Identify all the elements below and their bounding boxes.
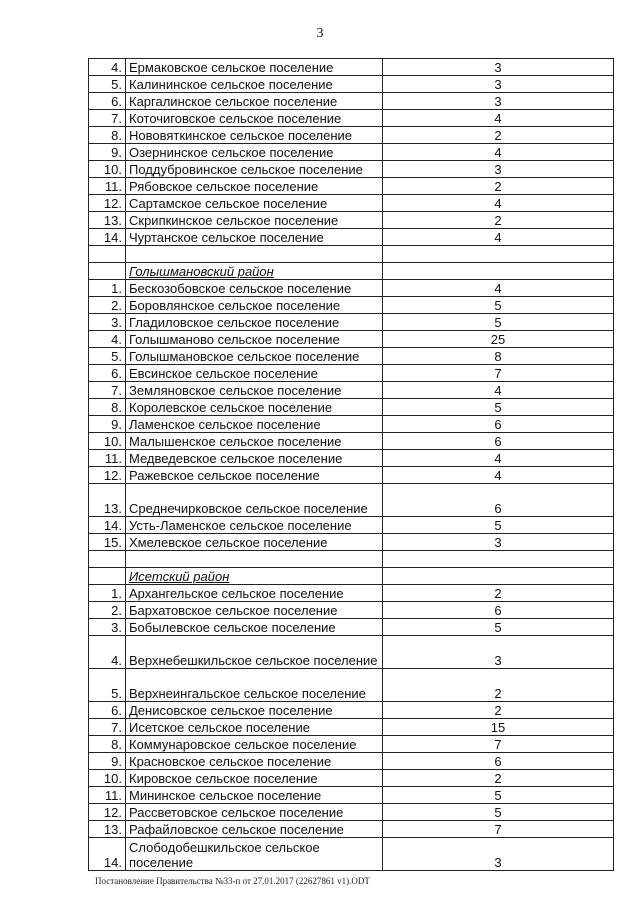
row-number: 2. (89, 297, 126, 314)
row-number: 13. (89, 212, 126, 229)
settlement-count: 2 (383, 212, 614, 229)
settlement-name: Ражевское сельское поселение (126, 467, 383, 484)
table-row (89, 702, 614, 719)
settlement-name: Рябовское сельское поселение (126, 178, 383, 195)
table-row (89, 314, 614, 331)
table-row (89, 229, 614, 246)
settlement-name: Бархатовское сельское поселение (126, 602, 383, 619)
settlement-name: Ермаковское сельское поселение (126, 59, 383, 76)
settlement-name: Боровлянское сельское поселение (126, 297, 383, 314)
row-number: 11. (89, 178, 126, 195)
table-row (89, 399, 614, 416)
table-row (89, 59, 614, 76)
settlement-count: 6 (383, 753, 614, 770)
table-row (89, 382, 614, 399)
row-number: 4. (89, 636, 126, 669)
row-number: 12. (89, 804, 126, 821)
settlement-name: Коточиговское сельское поселение (126, 110, 383, 127)
table-row (89, 127, 614, 144)
settlement-name: Верхнеингальское сельское поселение (126, 669, 383, 702)
settlement-name: Нововяткинское сельское поселение (126, 127, 383, 144)
row-number: 1. (89, 585, 126, 602)
table-row (89, 450, 614, 467)
settlement-count: 3 (383, 93, 614, 110)
settlement-name: Мининское сельское поселение (126, 787, 383, 804)
settlement-name: Ламенское сельское поселение (126, 416, 383, 433)
row-number: 9. (89, 416, 126, 433)
table-row (89, 602, 614, 619)
settlement-name: Голышмановское сельское поселение (126, 348, 383, 365)
settlement-count: 3 (383, 534, 614, 551)
settlement-count: 4 (383, 280, 614, 297)
empty-cell (383, 551, 614, 568)
row-number: 5. (89, 76, 126, 93)
settlement-name: Архангельское сельское поселение (126, 585, 383, 602)
row-number: 9. (89, 144, 126, 161)
document-footer: Постановление Правительства №33-п от 27.01.2017 (22627861 v1).ODT (95, 876, 370, 886)
district-header-row (89, 263, 614, 280)
table-row (89, 787, 614, 804)
settlements-table (88, 58, 614, 871)
table-row (89, 161, 614, 178)
table-row (89, 195, 614, 212)
table-row (89, 736, 614, 753)
settlement-count: 3 (383, 636, 614, 669)
table-row (89, 753, 614, 770)
table-row (89, 467, 614, 484)
row-number: 5. (89, 348, 126, 365)
settlement-count: 2 (383, 770, 614, 787)
row-number: 5. (89, 669, 126, 702)
row-number: 6. (89, 365, 126, 382)
settlement-name: Верхнебешкильское сельское поселение (126, 636, 383, 669)
settlement-count: 4 (383, 144, 614, 161)
row-number: 3. (89, 314, 126, 331)
row-number: 9. (89, 753, 126, 770)
row-number: 6. (89, 93, 126, 110)
district-title: Голышмановский район (126, 263, 383, 280)
row-number: 10. (89, 433, 126, 450)
table-row (89, 636, 614, 669)
row-number: 11. (89, 787, 126, 804)
settlement-name: Исетское сельское поселение (126, 719, 383, 736)
settlement-name: Среднечирковское сельское поселение (126, 484, 383, 517)
row-number: 7. (89, 719, 126, 736)
settlement-name: Рассветовское сельское поселение (126, 804, 383, 821)
table-row (89, 585, 614, 602)
settlement-count: 3 (383, 161, 614, 178)
empty-cell (89, 246, 126, 263)
settlement-count: 6 (383, 433, 614, 450)
settlement-name: Малышенское сельское поселение (126, 433, 383, 450)
settlement-name: Скрипкинское сельское поселение (126, 212, 383, 229)
settlement-count: 4 (383, 450, 614, 467)
settlement-count: 2 (383, 702, 614, 719)
settlement-name: Озернинское сельское поселение (126, 144, 383, 161)
settlement-count: 4 (383, 467, 614, 484)
row-number: 13. (89, 821, 126, 838)
settlement-name: Сартамское сельское поселение (126, 195, 383, 212)
row-number: 10. (89, 161, 126, 178)
district-header-row (89, 568, 614, 585)
settlement-name: Слободобешкильское сельское поселение (126, 838, 383, 871)
settlement-name: Голышманово сельское поселение (126, 331, 383, 348)
row-number: 2. (89, 602, 126, 619)
empty-cell (383, 246, 614, 263)
table-row (89, 212, 614, 229)
empty-cell (126, 551, 383, 568)
district-title: Исетский район (126, 568, 383, 585)
table-row (89, 619, 614, 636)
table-row (89, 76, 614, 93)
settlement-count: 3 (383, 838, 614, 871)
settlement-name: Королевское сельское поселение (126, 399, 383, 416)
row-number: 14. (89, 517, 126, 534)
table-row (89, 348, 614, 365)
settlement-count: 6 (383, 602, 614, 619)
row-number: 12. (89, 195, 126, 212)
settlement-count: 5 (383, 297, 614, 314)
table-row (89, 365, 614, 382)
spacer-row (89, 551, 614, 568)
settlement-count: 5 (383, 804, 614, 821)
settlement-name: Чуртанское сельское поселение (126, 229, 383, 246)
settlement-name: Бескозобовское сельское поселение (126, 280, 383, 297)
empty-cell (383, 568, 614, 585)
row-number: 8. (89, 736, 126, 753)
settlement-name: Гладиловское сельское поселение (126, 314, 383, 331)
empty-cell (383, 263, 614, 280)
settlement-count: 6 (383, 416, 614, 433)
row-number: 1. (89, 280, 126, 297)
settlement-count: 5 (383, 399, 614, 416)
table-row (89, 297, 614, 314)
page-number: 3 (316, 26, 324, 41)
row-number: 12. (89, 467, 126, 484)
row-number: 14. (89, 229, 126, 246)
empty-cell (89, 551, 126, 568)
settlement-count: 2 (383, 585, 614, 602)
settlement-count: 5 (383, 619, 614, 636)
table-row (89, 838, 614, 871)
settlement-count: 2 (383, 669, 614, 702)
settlement-name: Денисовское сельское поселение (126, 702, 383, 719)
settlement-count: 2 (383, 178, 614, 195)
row-number: 7. (89, 110, 126, 127)
table-row (89, 719, 614, 736)
table-row (89, 669, 614, 702)
table-row (89, 280, 614, 297)
table-row (89, 110, 614, 127)
table-row (89, 770, 614, 787)
settlement-count: 4 (383, 110, 614, 127)
settlement-name: Коммунаровское сельское поселение (126, 736, 383, 753)
row-number: 14. (89, 838, 126, 871)
table-body (89, 59, 614, 871)
table-row (89, 821, 614, 838)
table-row (89, 804, 614, 821)
row-number: 8. (89, 127, 126, 144)
settlement-name: Бобылевское сельское поселение (126, 619, 383, 636)
settlement-name: Поддубровинское сельское поселение (126, 161, 383, 178)
settlement-count: 2 (383, 127, 614, 144)
row-number: 4. (89, 331, 126, 348)
settlement-count: 7 (383, 736, 614, 753)
settlement-name: Каргалинское сельское поселение (126, 93, 383, 110)
row-number: 11. (89, 450, 126, 467)
settlement-count: 4 (383, 229, 614, 246)
settlement-count: 3 (383, 59, 614, 76)
settlement-name: Евсинское сельское поселение (126, 365, 383, 382)
table-row (89, 433, 614, 450)
table-row (89, 484, 614, 517)
settlement-name: Медведевское сельское поселение (126, 450, 383, 467)
settlement-count: 5 (383, 314, 614, 331)
table-row (89, 144, 614, 161)
settlement-count: 3 (383, 76, 614, 93)
settlement-name: Усть-Ламенское сельское поселение (126, 517, 383, 534)
table-row (89, 93, 614, 110)
settlement-count: 4 (383, 382, 614, 399)
settlement-name: Хмелевское сельское поселение (126, 534, 383, 551)
settlement-name: Калининское сельское поселение (126, 76, 383, 93)
row-number: 4. (89, 59, 126, 76)
settlement-name: Рафайловское сельское поселение (126, 821, 383, 838)
settlement-name: Земляновское сельское поселение (126, 382, 383, 399)
settlement-count: 7 (383, 365, 614, 382)
row-number: 13. (89, 484, 126, 517)
settlement-count: 8 (383, 348, 614, 365)
empty-cell (126, 246, 383, 263)
table-row (89, 517, 614, 534)
table-row (89, 178, 614, 195)
settlement-count: 25 (383, 331, 614, 348)
table-row (89, 416, 614, 433)
settlement-count: 4 (383, 195, 614, 212)
settlement-name: Красновское сельское поселение (126, 753, 383, 770)
settlement-count: 5 (383, 517, 614, 534)
row-number: 15. (89, 534, 126, 551)
table-row (89, 534, 614, 551)
table-row (89, 331, 614, 348)
settlement-count: 7 (383, 821, 614, 838)
settlement-count: 6 (383, 484, 614, 517)
row-number: 7. (89, 382, 126, 399)
settlement-count: 5 (383, 787, 614, 804)
row-number: 8. (89, 399, 126, 416)
empty-cell (89, 263, 126, 280)
row-number: 6. (89, 702, 126, 719)
row-number: 10. (89, 770, 126, 787)
spacer-row (89, 246, 614, 263)
settlement-count: 15 (383, 719, 614, 736)
settlement-name: Кировское сельское поселение (126, 770, 383, 787)
empty-cell (89, 568, 126, 585)
row-number: 3. (89, 619, 126, 636)
